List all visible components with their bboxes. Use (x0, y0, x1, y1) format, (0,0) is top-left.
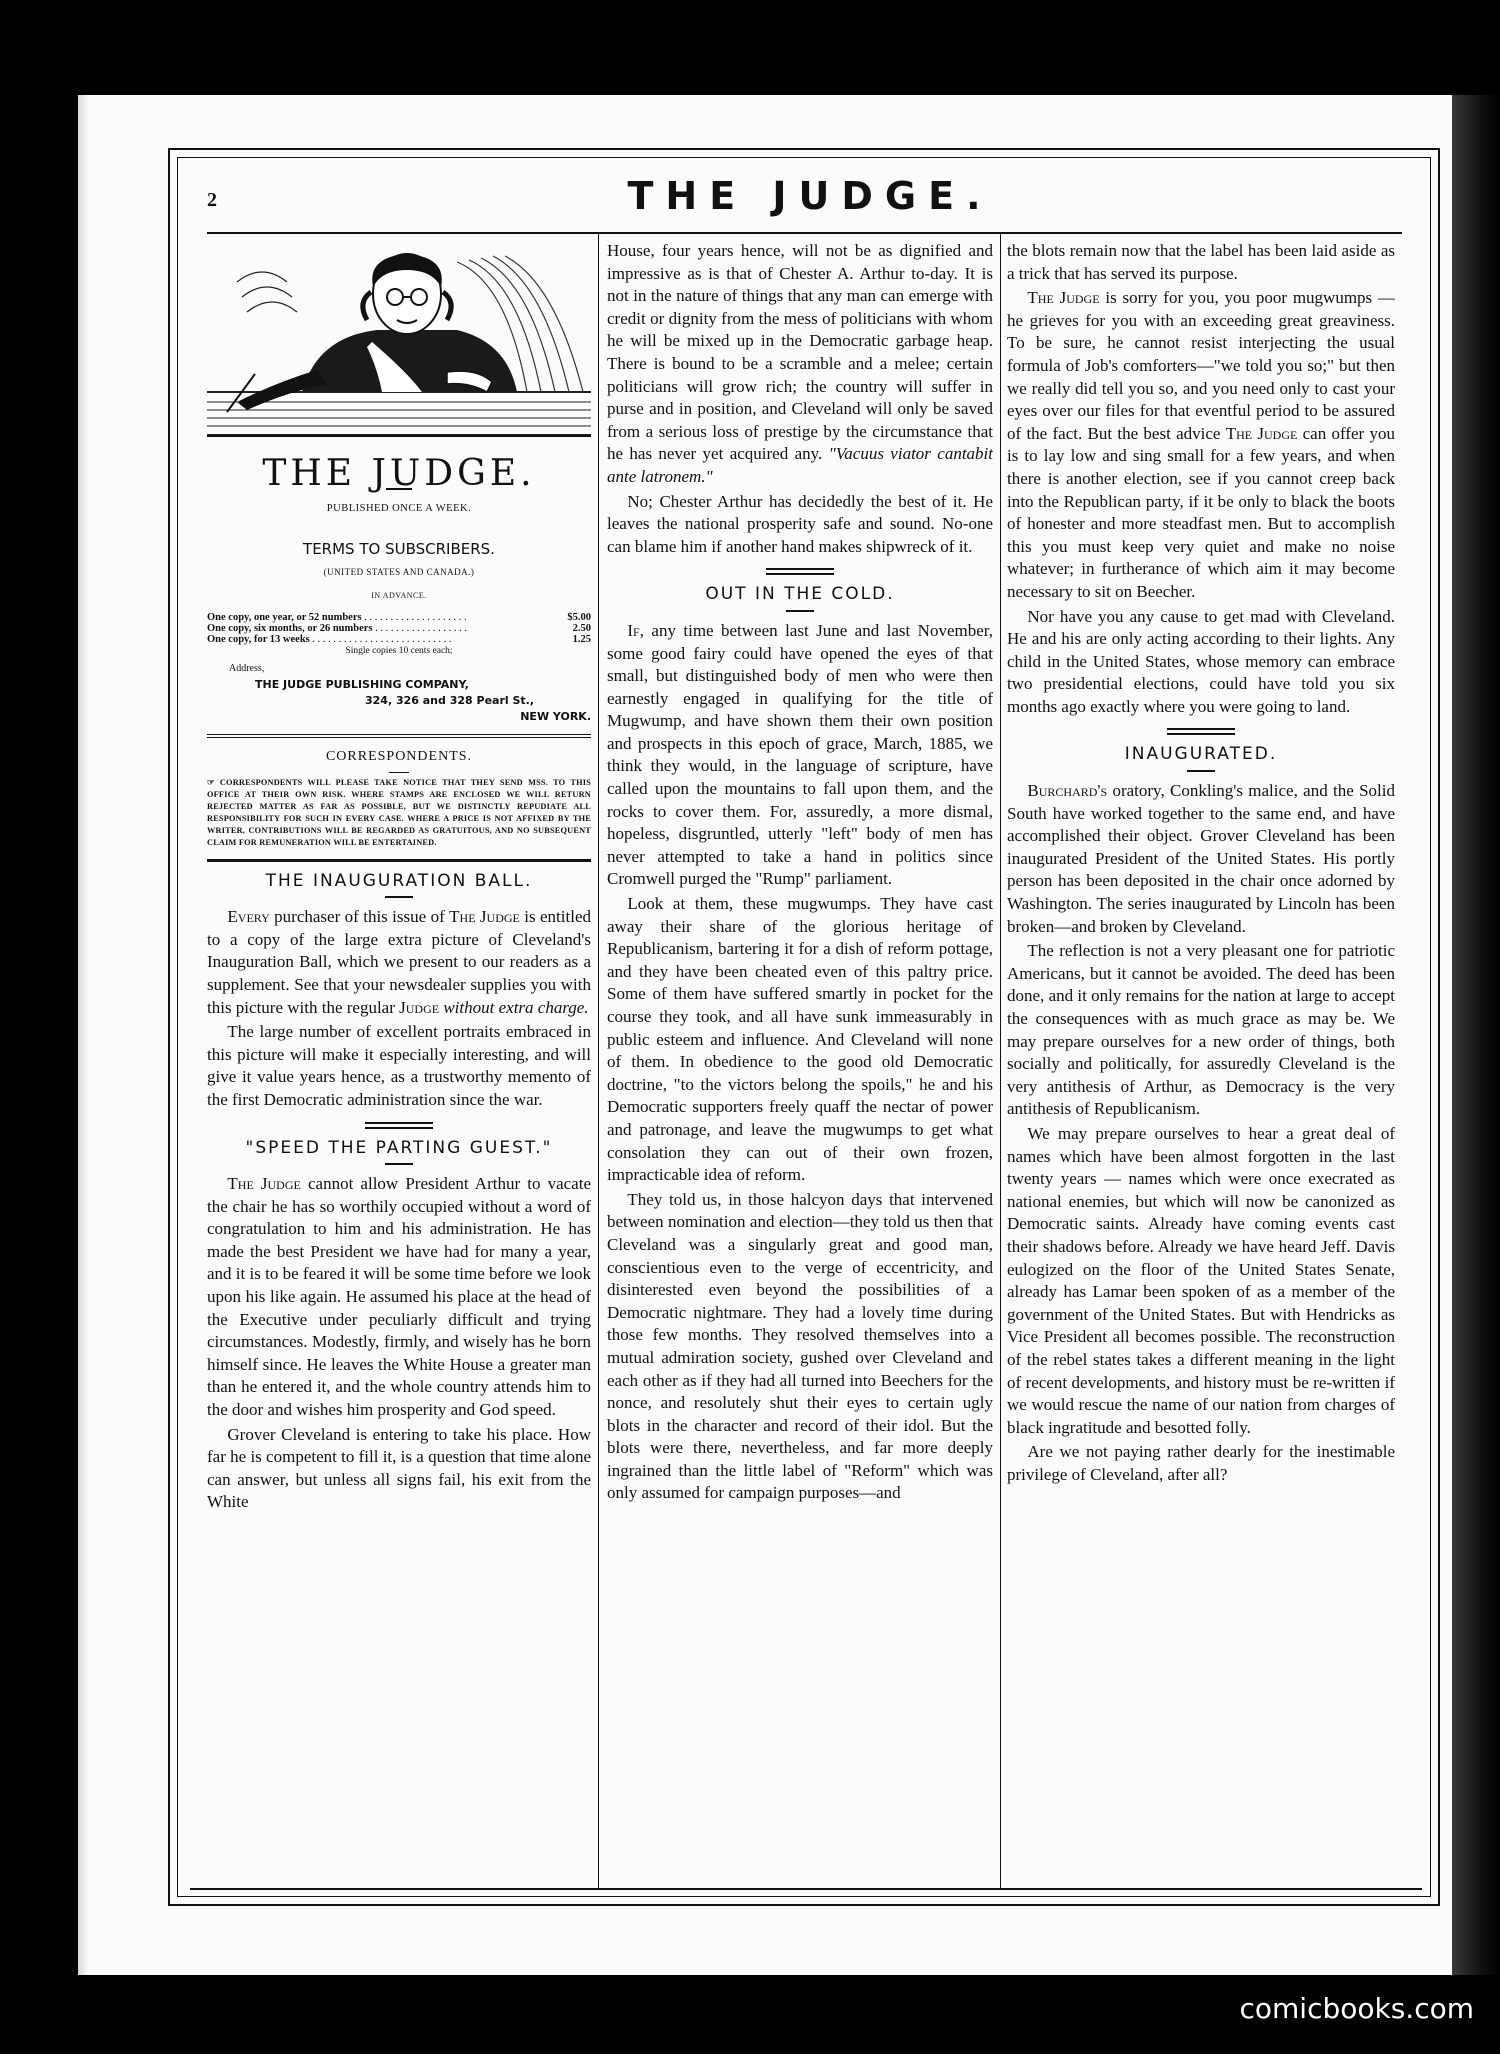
page-right-edge-shadow (1452, 95, 1500, 1975)
terms-region-note: (UNITED STATES AND CANADA.) (323, 566, 475, 577)
publisher-address (207, 661, 591, 726)
text-run: without extra charge. (439, 997, 589, 1017)
article-paragraph: Are we not paying rather dearly for the inestimable privilege of Cleveland, after all? (1007, 1442, 1395, 1484)
lead-word: Every (227, 907, 270, 927)
lead-word: If, (627, 620, 644, 640)
terms-title: TERMS TO SUBSCRIBERS. (303, 540, 495, 559)
rate-row: One copy, for 13 weeks . . . . . . . . . . . . . . . . . . . . . . . . . . . 1.25 (207, 633, 591, 645)
article-title-inaugurated: INAUGURATED. (1124, 744, 1278, 765)
masthead-title: THE JUDGE. (627, 174, 993, 218)
article-paragraph (207, 906, 591, 1019)
column-divider-2 (1000, 232, 1001, 1888)
rate-label: One copy, for 13 weeks (207, 633, 310, 645)
lead-word: Burchard's (1027, 781, 1108, 801)
header-rule (207, 232, 1402, 234)
article-paragraph: Nor have you any cause to get mad with Cleveland. He and his are only acting according to their lights. Any child in the United States, whose memory can embrace two presidential elections, could have told you six months ago exactly where you were going to land. (1007, 606, 1395, 716)
article-paragraph (1007, 287, 1395, 603)
source-watermark: comicbooks.com (1239, 1992, 1474, 2025)
title-rule (786, 610, 814, 612)
section-rule (207, 859, 591, 862)
rate-row: One copy, one year, or 52 numbers . . . . . . . . . . . . . . . . . . . . $5.00 (207, 611, 591, 623)
title-rule (385, 1163, 413, 1165)
column-3 (1007, 240, 1395, 1888)
correspondents-rule (207, 734, 591, 738)
rate-row: One copy, six months, or 26 numbers . . . . . . . . . . . . . . . . . . 2.50 (207, 622, 591, 634)
article-paragraph-continued: Grover Cleveland is entering to take his place. How far he is competent to fill it, is a question that time alone can answer, but unless all signs fail, his exit from the White (207, 1424, 591, 1512)
column-divider-1 (598, 232, 599, 1888)
terms-advance-note: IN ADVANCE. (371, 591, 427, 601)
section-divider (766, 568, 834, 575)
article-paragraph (607, 620, 993, 891)
text-run: is sorry for you, you poor mugwumps — he grieves for you with an exceeding great greaviness. To be sure, he cannot resist interjecting the usual formula of Job's comforters—"we told you so;" but then we really did tell you so, and you need only to cast your eyes over our files for that eventful period to be assured of the fact. But the best advice (1007, 288, 1395, 443)
text-run: The Judge (449, 907, 520, 927)
rate-price: 2.50 (572, 622, 591, 634)
text-run: is entitled to a copy of the large extra picture of Cleveland's Inauguration Ball, which we present to our readers as a supplement. See that your newsdealer supplies you with this picture with the regular (207, 907, 591, 1017)
title-rule (1187, 770, 1215, 772)
article-paragraph: Look at them, these mugwumps. They have cast away their share of the glorious heritage of Republicanism, bartering it for a dish of reform pottage, and they have been cheated even of this paltry price. Some of them have suffered smartly in pocket for the course they took, and all have sunk immeasurably in public esteem and influence. And Cleveland will none of them. In obedience to the good old Democratic doctrine, "to the victors belong the spoils," he and his Democratic supporters freely quaff the nectar of power and patronage, and leave the mugwumps to get what consolation they can out of their own frozen, impracticable idea of reform. (607, 894, 993, 1185)
article-paragraph: The large number of excellent portraits embraced in this picture will make it especially interesting, and will give it value years hence, as a trustworthy memento of the first Democratic administration since the war. (207, 1022, 591, 1109)
text-run: can offer you is to lay low and sing small for a few years, and when there is another election, see if you cannot creep back into the Republican party, if it be only to black the boots of honester and more steadfast men. But to accomplish this you must keep very quiet and make no noise whatever; in furtherance of which aim it may become necessary to sit on Beecher. (1007, 423, 1395, 601)
correspondents-title: CORRESPONDENTS. (325, 748, 473, 764)
text-run: purchaser of this issue of (269, 907, 450, 927)
section-divider (1167, 728, 1235, 735)
correspondents-notice: ☞ CORRESPONDENTS WILL PLEASE TAKE NOTICE THAT THEY SEND MSS. TO THIS OFFICE AT THEIR OWN RISK. WHERE STAMPS ARE ENCLOSED WE WILL RETURN REJECTED MATTER AS FAR AS POSSIBLE, BUT WE DISTINCTLY REPUDIATE ALL RESPONSIBILITY FOR SUCH IN EVERY CASE. WHERE A PRICE IS NOT AFFIXED BY THE WRITER, CONTRIBUTIONS WILL BE REGARDED AS GRATUITOUS, AND NO SUBSEQUENT CLAIM FOR REMUNERATION WILL BE ENTERTAINED. (207, 777, 591, 847)
publisher-street: 324, 326 and 328 Pearl St., (365, 693, 535, 707)
text-run: Judge (399, 997, 440, 1017)
rate-price: $5.00 (567, 611, 591, 623)
published-frequency: PUBLISHED ONCE A WEEK. (326, 502, 472, 514)
article-paragraph (207, 1173, 591, 1422)
article-paragraph: No; Chester Arthur has decidedly the best of it. He leaves the national prosperity safe and sound. No-one can blame him if another hand makes shipwreck of it. (607, 491, 993, 556)
latin-quotation: "Vacuus viator cantabit ante latronem." (607, 444, 993, 486)
publisher-city: NEW YORK. (520, 709, 591, 723)
text-run: any time between last June and last November, some good fairy could have opened the eyes of that small, but distinguished body of men who were then earnestly engaged in qualifying for the title of Mugwump, and have shown them their own position and prospects in this epoch of grace, March, 1885, we think they would, in the language of scripture, have called upon the mountains to fall upon them, and the rocks to cover them. For, assuredly, a more dismal, hopeless, disgruntled, utterly "left" body of men has never attempted to take a hand in politics since Cromwell purged the "Rump" parliament. (607, 620, 993, 889)
article-paragraph: The reflection is not a very pleasant one for patriotic Americans, but it cannot be avoided. The deed has been done, and it only remains for the nation at large to accept the consequences with as much grace as may be. We may prepare ourselves for a new order of things, both socially and politically, for assuredly Cleveland is the very antithesis of Arthur, as Democracy is the very antithesis of Republicanism. (1007, 941, 1395, 1119)
publication-title: THE JUDGE. (262, 453, 536, 494)
article-title-out-in-the-cold: OUT IN THE COLD. (705, 584, 895, 605)
text-run: The Judge (1027, 288, 1100, 308)
text-run: The Judge (1225, 423, 1298, 443)
article-title-inauguration-ball: THE INAUGURATION BALL. (265, 870, 533, 891)
single-copy-price: Single copies 10 cents each; (345, 645, 453, 656)
article-paragraph (1007, 780, 1395, 938)
page-number: 2 (207, 189, 217, 211)
article-paragraph: We may prepare ourselves to hear a great deal of names which have been almost forgotten in the last twenty years — names which were once execrated as national enemies, but which will now be canonized as Democratic saints. Already have coming events cast their shadows before. Already we have heard Jeff. Davis eulogized on the floor of the United States Senate, already has Lamar been spoken of as a member of the government of the United States. But with Hendricks as Vice President all becomes possible. The reconstruction of the rebel states takes a different meaning in the light of recent developments, and history must be re-written if we would rescue the name of our nation from charges of black ingratitude and besotted folly. (1007, 1123, 1395, 1437)
page-left-edge-shadow (78, 95, 88, 1975)
footer-rule (190, 1888, 1422, 1890)
correspondents-mini-rule (389, 772, 409, 773)
article-paragraph-continued: They told us, in those halcyon days that intervened between nomination and election—they told us then that Cleveland was a singularly great and good man, conscientious even to the verge of eccentricity, and disinterested even beyond the possibilities of a Democratic nightmare. They had a lovely time during those few months. They resolved themselves into a mutual admiration society, gushed over Cleveland and each other as if they had all turned into Beechers for the nonce, and resolutely shut their eyes to certain ugly blots in the character and record of their idol. But the blots were there, nevertheless, and far more deeply ingrained than the little label of "Reform" which was only assumed for campaign purposes—and (607, 1189, 993, 1503)
rate-label: One copy, six months, or 26 numbers (207, 622, 373, 634)
column-2 (607, 240, 993, 1888)
section-divider (365, 1122, 433, 1129)
title-rule (385, 896, 413, 898)
article-title-speed-parting-guest: "SPEED THE PARTING GUEST." (245, 1137, 553, 1158)
rate-price: 1.25 (572, 633, 591, 645)
address-label: Address, (229, 662, 265, 674)
publisher-company: THE JUDGE PUBLISHING COMPANY, (255, 677, 469, 691)
judge-cartoon-illustration (207, 242, 591, 437)
rate-label: One copy, one year, or 52 numbers (207, 611, 362, 623)
subscription-rates (207, 612, 591, 657)
text-run: The Judge (227, 1174, 301, 1194)
column-1 (207, 236, 591, 1888)
article-paragraph-continuation: the blots remain now that the label has been laid aside as a trick that has served its purpose. (1007, 241, 1395, 283)
text-run: oratory, Conkling's malice, and the Solid South have worked together to the same end, and have accomplished their object. Grover Cleveland has been inaugurated President of the United States. His portly person has been deposited in the chair once adorned by Washington. The series inaugurated by Lincoln has been broken—and broken by Cleveland. (1007, 781, 1395, 936)
text-run: cannot allow President Arthur to vacate the chair he has so worthily occupied without a word of congratulation to him and his administration. He has made the best President we have had for many a year, and it is to be feared it will be some time before we look upon his like again. He assumed his place at the head of the Executive under peculiarly difficult and trying circumstances. Modestly, firmly, and wisely has he born himself since. He leaves the White House a greater man than he entered it, and the whole country attends him to the door and wishes him prosperity and God speed. (207, 1174, 591, 1420)
article-paragraph-continuation: House, four years hence, will not be as dignified and impressive as is that of Chester A. Arthur to-day. It is not in the nature of things that any man can emerge with credit or dignity from the mess of politicians with whom he will be mixed up in the Democratic garbage heap. There is bound to be a scramble and a melee; certain politicians will grow rich; the country will suffer in purse and in position, and Cleveland will only be saved from a serious loss of prestige by the circumstance that he has never yet acquired any. "Vacuus viator cantabit ante latronem." (607, 241, 993, 486)
